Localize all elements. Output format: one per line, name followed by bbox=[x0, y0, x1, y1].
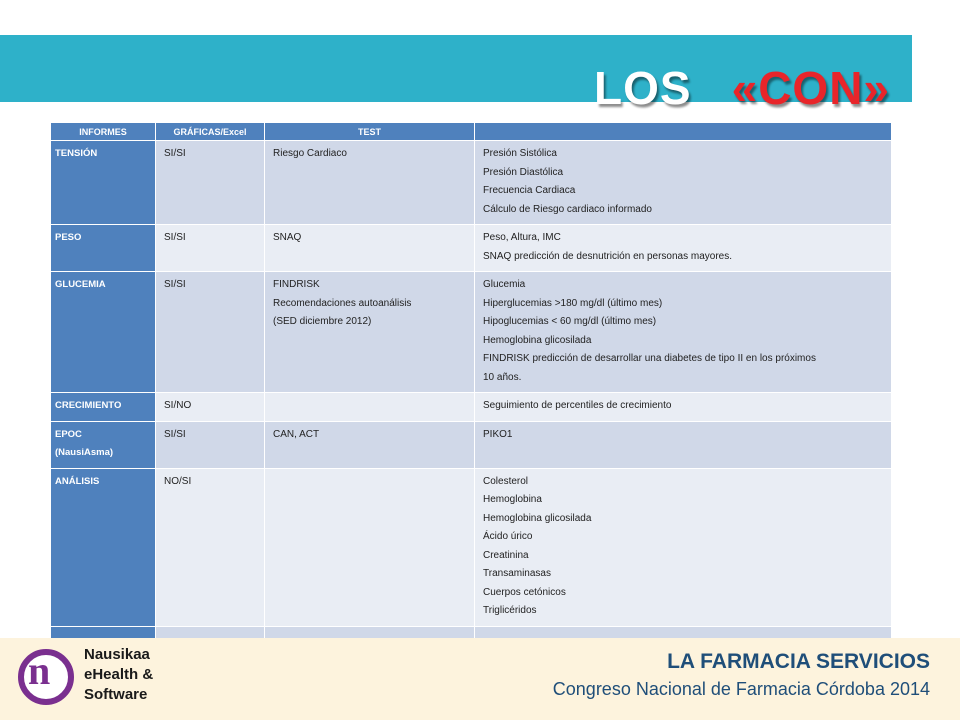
logo-text bbox=[84, 645, 153, 705]
row-label-line: (NausiAsma) bbox=[55, 447, 114, 458]
cell-graficas: SI/NO bbox=[156, 393, 265, 422]
header-informes: INFORMES bbox=[51, 123, 156, 141]
cell-graficas: SI/SI bbox=[156, 225, 265, 272]
table-row bbox=[51, 272, 892, 393]
detail-line: Hemoglobina bbox=[483, 494, 542, 505]
services-table bbox=[50, 122, 892, 646]
logo-line: eHealth & bbox=[84, 666, 154, 683]
test-line: SNAQ bbox=[273, 232, 302, 243]
detail-line: Ácido úrico bbox=[483, 531, 533, 542]
detail-line: PIKO1 bbox=[483, 428, 513, 440]
detail-line: Colesterol bbox=[483, 475, 529, 487]
row-label bbox=[51, 421, 156, 468]
detail-line: Glucemia bbox=[483, 279, 526, 290]
header-detail bbox=[475, 123, 892, 141]
header-test: TEST bbox=[265, 123, 475, 141]
table-row bbox=[51, 141, 892, 225]
cell-test bbox=[265, 421, 475, 468]
cell-graficas: SI/SI bbox=[156, 272, 265, 393]
cell-detail bbox=[475, 468, 892, 626]
cell-test bbox=[265, 272, 475, 393]
cell-test bbox=[265, 141, 475, 225]
detail-line: Hemoglobina glicosilada bbox=[483, 512, 592, 524]
table-row bbox=[51, 421, 892, 468]
cell-graficas: SI/SI bbox=[156, 421, 265, 468]
row-label: TENSIÓN bbox=[51, 141, 156, 225]
cell-test bbox=[265, 393, 475, 422]
table-row bbox=[51, 225, 892, 272]
cell-graficas: NO/SI bbox=[156, 468, 265, 626]
title-word-con: «CON» bbox=[731, 62, 890, 114]
detail-line: Peso, Altura, IMC bbox=[483, 232, 561, 243]
test-line: (SED diciembre 2012) bbox=[273, 316, 372, 327]
detail-line: Seguimiento de percentiles de crecimiento bbox=[483, 400, 672, 411]
logo-line: Software bbox=[84, 686, 148, 703]
title-word-los: LOS bbox=[594, 62, 692, 114]
detail-line: Transaminasas bbox=[483, 568, 551, 579]
cell-detail bbox=[475, 393, 892, 422]
cell-test bbox=[265, 225, 475, 272]
detail-line: FINDRISK predicción de desarrollar una diabetes de tipo II en los próximos bbox=[483, 353, 816, 364]
cell-graficas: SI/SI bbox=[156, 141, 265, 225]
row-label-line: EPOC bbox=[55, 428, 82, 440]
detail-line: Cuerpos cetónicos bbox=[483, 586, 566, 598]
cell-detail bbox=[475, 272, 892, 393]
footer-subtitle: Congreso Nacional de Farmacia Córdoba 2014 bbox=[552, 679, 930, 699]
test-line: Recomendaciones autoanálisis bbox=[273, 297, 412, 309]
table-row bbox=[51, 393, 892, 422]
header-graficas: GRÁFICAS/Excel bbox=[156, 123, 265, 141]
detail-line: Hipoglucemias < 60 mg/dl (último mes) bbox=[483, 316, 657, 327]
detail-line: Creatinina bbox=[483, 549, 529, 561]
logo-letter: n bbox=[28, 648, 51, 693]
detail-line: Frecuencia Cardiaca bbox=[483, 185, 576, 196]
row-label: PESO bbox=[51, 225, 156, 272]
detail-line: Hemoglobina glicosilada bbox=[483, 334, 592, 346]
row-label: ANÁLISIS bbox=[51, 468, 156, 626]
cell-detail bbox=[475, 225, 892, 272]
cell-detail bbox=[475, 141, 892, 225]
table-header-row bbox=[51, 123, 892, 141]
detail-line: 10 años. bbox=[483, 371, 522, 383]
detail-line: Presión Sistólica bbox=[483, 148, 557, 159]
detail-line: Cálculo de Riesgo cardiaco informado bbox=[483, 203, 652, 215]
slide-title bbox=[594, 62, 890, 114]
detail-line: SNAQ predicción de desnutrición en personas mayores. bbox=[483, 250, 733, 262]
services-table-container bbox=[50, 122, 891, 646]
row-label: CRECIMIENTO bbox=[51, 393, 156, 422]
table-row bbox=[51, 468, 892, 626]
detail-line: Triglicéridos bbox=[483, 605, 537, 616]
cell-test bbox=[265, 468, 475, 626]
test-line: CAN, ACT bbox=[273, 428, 320, 440]
test-line: FINDRISK bbox=[273, 279, 320, 290]
detail-line: Presión Diastólica bbox=[483, 166, 564, 178]
detail-line: Hiperglucemias >180 mg/dl (último mes) bbox=[483, 297, 663, 309]
test-line: Riesgo Cardiaco bbox=[273, 148, 347, 159]
footer-title: LA FARMACIA SERVICIOS bbox=[667, 650, 930, 673]
cell-detail bbox=[475, 421, 892, 468]
nausikaa-logo bbox=[14, 641, 164, 715]
row-label: GLUCEMIA bbox=[51, 272, 156, 393]
logo-line: Nausikaa bbox=[84, 646, 150, 663]
